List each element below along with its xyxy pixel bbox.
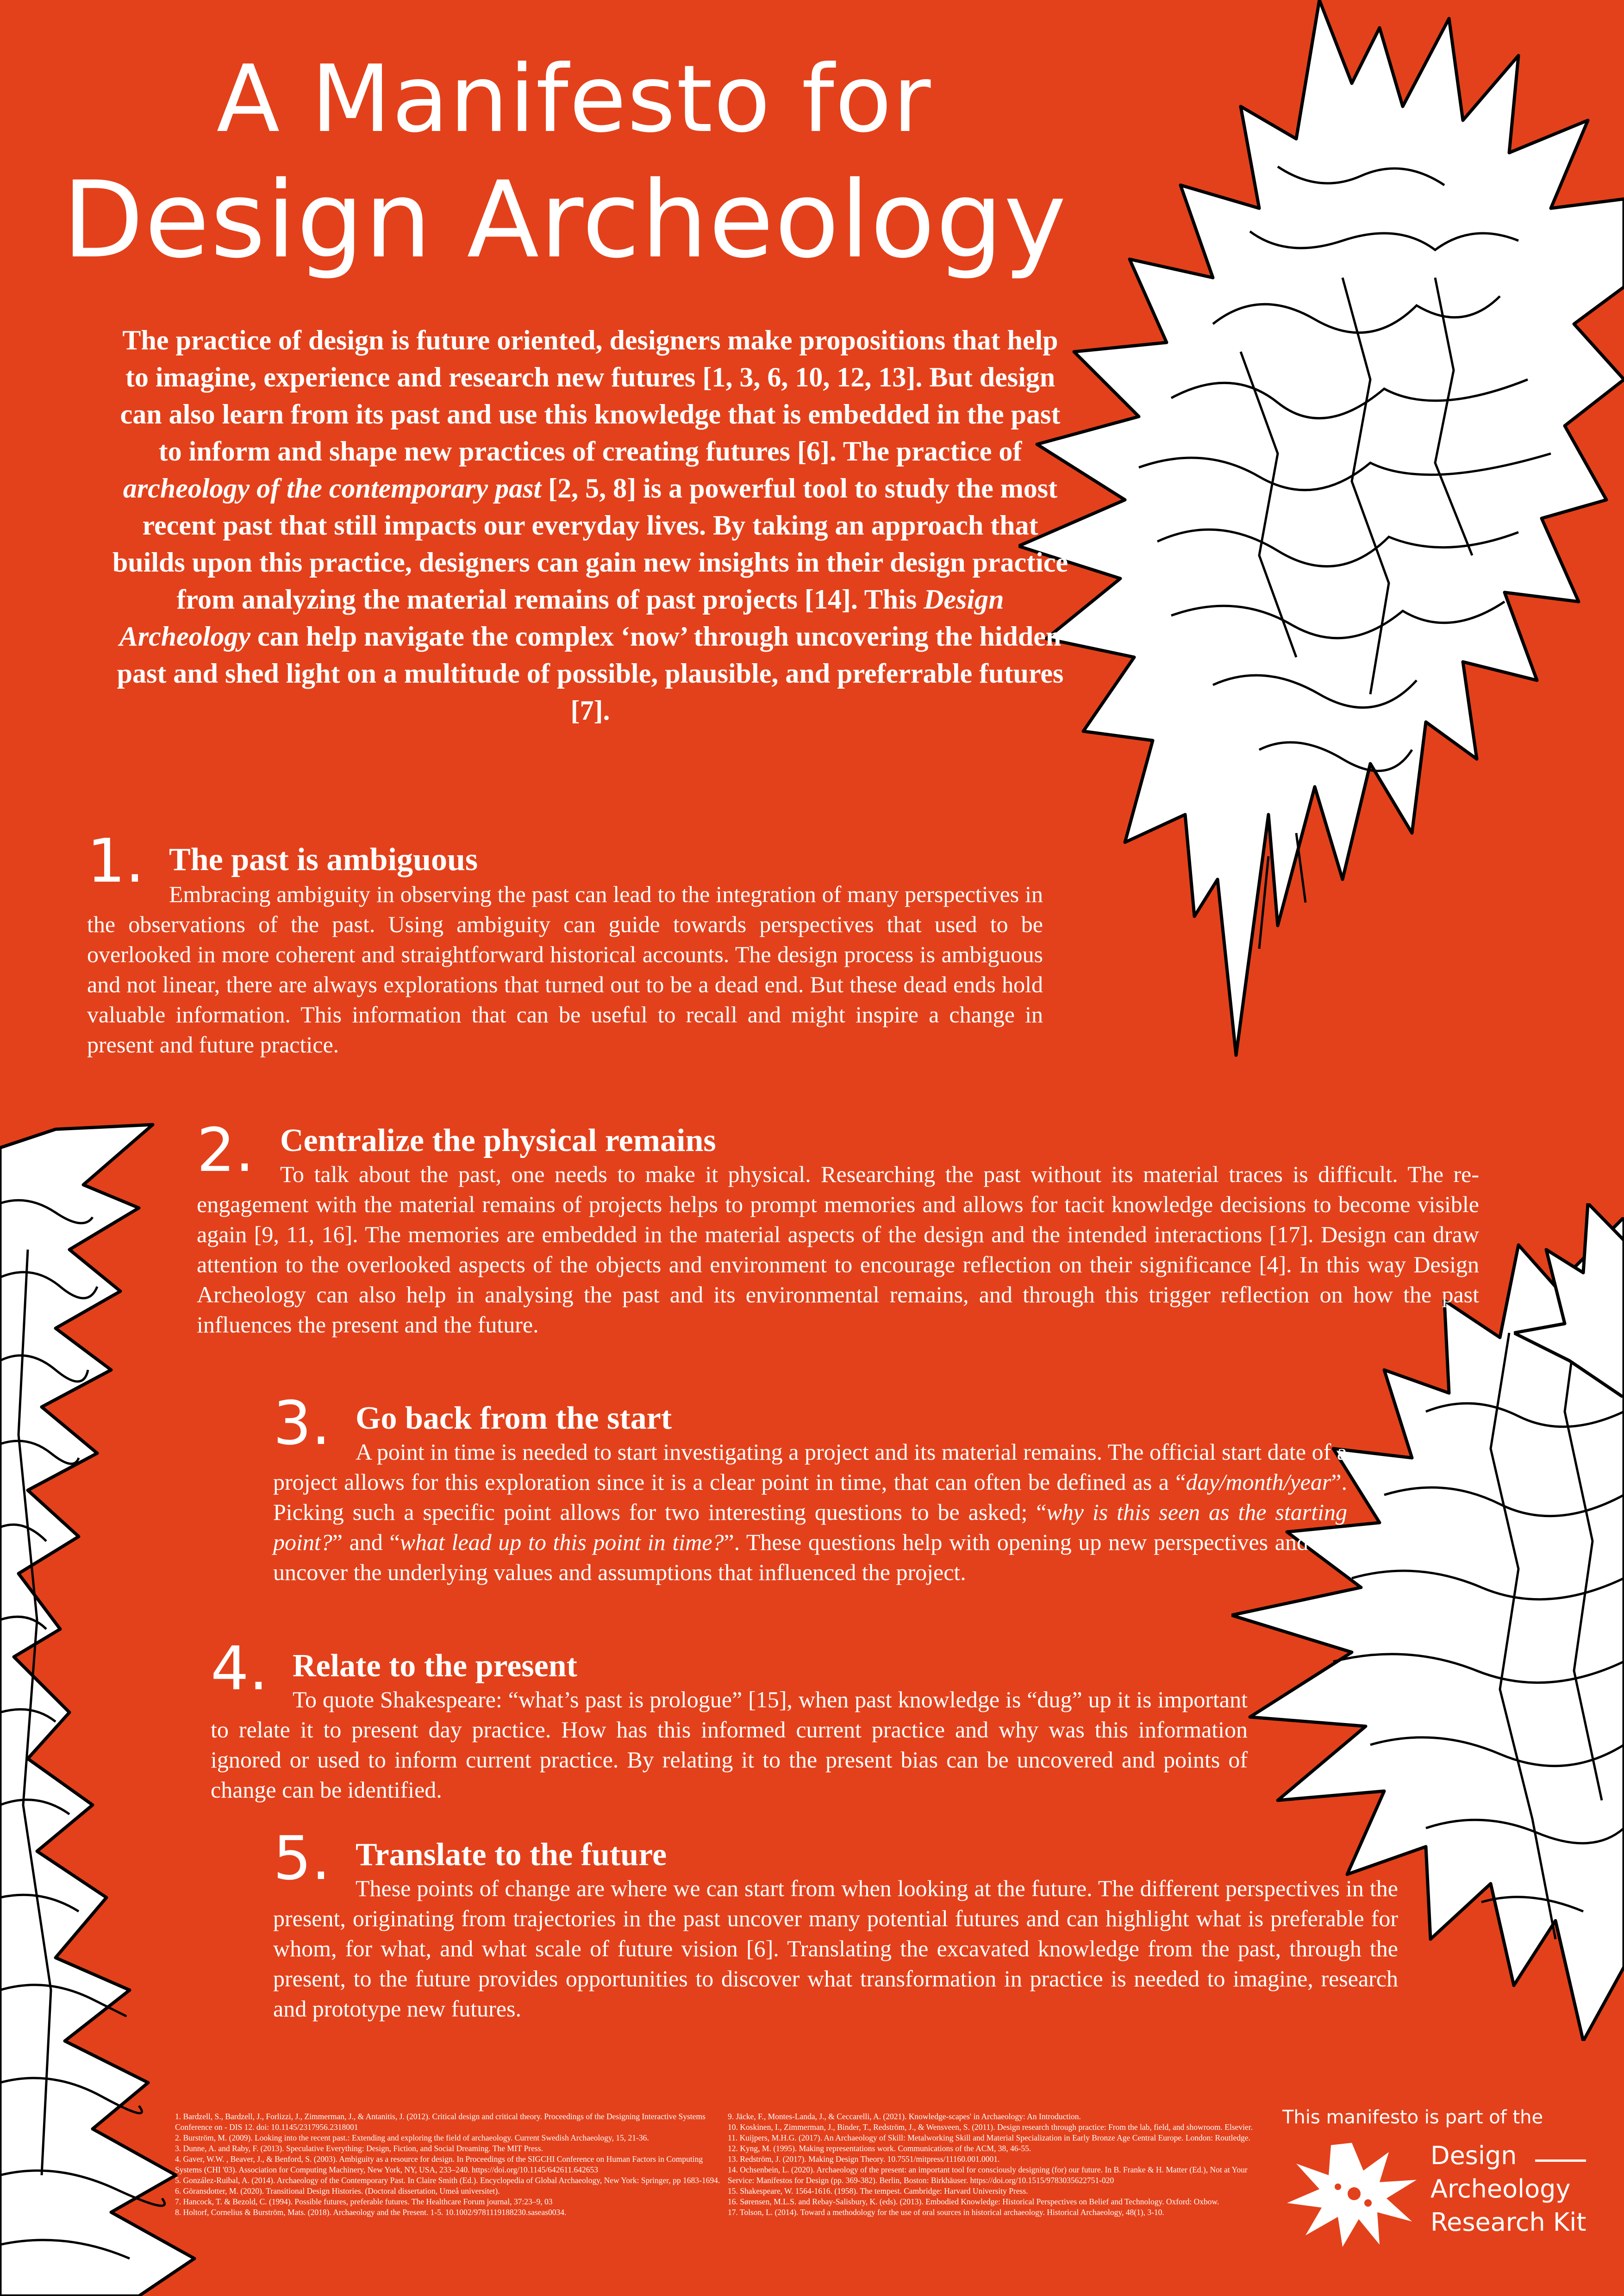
- section-3-number: 3.: [273, 1388, 331, 1458]
- section-4-heading: Relate to the present: [293, 1648, 577, 1684]
- section-4-body: To quote Shakespeare: “what’s past is prologue” [15], when past knowledge is “dug” up it is important to relate it to present day practice. How has this informed current practice and why was this information ignored or used to inform current practice. By relating it to the present bias can be uncovered and points of change can be identified.: [211, 1686, 1248, 1803]
- reference-item: 2. Burström, M. (2009). Looking into the recent past.: Extending and exploring the field of archaeology. Current Swedish Archaeology, 15, 21-36.: [175, 2133, 649, 2142]
- section-5-heading: Translate to the future: [356, 1837, 667, 1873]
- section-5-number: 5.: [273, 1823, 331, 1893]
- brand-underline: [1535, 2159, 1586, 2162]
- section-4-number: 4.: [211, 1633, 269, 1704]
- reference-item: 9. Jäcke, F., Montes-Landa, J., & Ceccarelli, A. (2021). Knowledge-scapes' in Archaeology: An Introduction.: [728, 2112, 1081, 2121]
- reference-item: 4. Gaver, W.W. , Beaver, J., & Benford, S. (2003). Ambiguity as a resource for design. In Proceedings of the SIGCHI Conference on Human Factors in Computing Systems (CHI '03). Association for Computing Machinery, New York, NY, USA, 233–240. https://doi.org/10.1145/642611.642653: [175, 2154, 703, 2174]
- title-line-2: Design Archeology: [62, 158, 1068, 281]
- reference-item: 10. Koskinen, I., Zimmerman, J., Binder, T., Redström, J., & Wensveen, S. (2011). Design research through practice: From the lab, field, and showroom. Elsevier.: [728, 2122, 1253, 2132]
- section-1-heading: The past is ambiguous: [169, 842, 478, 877]
- reference-item: 15. Shakespeare, W. 1564-1616. (1958). The tempest. Cambridge: Harvard University Press.: [728, 2186, 1028, 2196]
- reference-item: 11. Kuijpers, M.H.G. (2017). An Archaeology of Skill: Metalworking Skill and Material Specialization in Early Bronze Age Central Europe. London: Routledge.: [728, 2133, 1250, 2142]
- section-1-number: 1.: [87, 826, 145, 896]
- brand-name: [1430, 2139, 1586, 2239]
- section-3-heading: Go back from the start: [356, 1400, 672, 1436]
- reference-item: 17. Tolson, L. (2014). Toward a methodology for the use of oral sources in historical archaeology. Historical Archaeology, 48(1), 3-10.: [728, 2208, 1164, 2217]
- brand-line-3: Research Kit: [1430, 2208, 1587, 2237]
- title-line-1: A Manifesto for: [216, 45, 932, 153]
- reference-item: 14. Ochsenbein, L. (2020). Archaeology of the present: an important tool for consciously designing (for) our future. In B. Franke & H. Matter (Ed.), Not at Your Service: Manifestos for Design (pp. 369-382). Berlin, Boston: Birkhäuser. https://doi.org/10.1515/9783035622751-020: [728, 2165, 1248, 2185]
- reference-item: 1. Bardzell, S., Bardzell, J., Forlizzi, J., Zimmerman, J., & Antanitis, J. (2012). Critical design and critical theory. Proceedings of the Designing Interactive Systems Conference on - DIS 12. doi: 10.1145/2317956.2318001: [175, 2112, 706, 2132]
- section-1-body: Embracing ambiguity in observing the past can lead to the integration of many perspectives in the observations of the past. Using ambiguity can guide towards perspectives that used to be overlooked in more coherent and straightforward historical accounts. The design process is ambiguous and not linear, there are always explorations that turned out to be a dead end. But these dead ends hold valuable information. This information that can be useful to recall and might inspire a change in present and future practice.: [87, 881, 1043, 1058]
- reference-item: 8. Holtorf, Cornelius & Burström, Mats. (2018). Archaeology and the Present. 1-5. 10.1002/9781119188230.saseas0034.: [175, 2208, 567, 2217]
- references-right: [728, 2111, 1274, 2218]
- reference-item: 3. Dunne, A. and Raby, F. (2013). Speculative Everything: Design, Fiction, and Social Dreaming. The MIT Press.: [175, 2144, 543, 2153]
- brand-line-2: Archeology: [1430, 2174, 1571, 2203]
- reference-item: 12. Kyng, M. (1995). Making representations work. Communications of the ACM, 38, 46-55.: [728, 2144, 1031, 2153]
- reference-item: 5. González-Ruibal, A. (2014). Archaeology of the Contemporary Past. In Claire Smith (Ed.). Encyclopedia of Global Archaeology, New York: Springer, pp 1683-1694.: [175, 2176, 720, 2185]
- intro-emphasis-design-archeology: Design Archeology: [119, 584, 1004, 652]
- crystal-illustration-far-right: [1514, 1203, 1624, 1398]
- reference-item: 13. Redström, J. (2017). Making Design Theory. 10.7551/mitpress/11160.001.0001.: [728, 2154, 1000, 2164]
- references-left: [175, 2111, 721, 2218]
- brand-intro-text: This manifesto is part of the: [1282, 2107, 1543, 2128]
- section-3-body: A point in time is needed to start investigating a project and its material remains. The official start date of a project allows for this exploration since it is a clear point in time, that can often be defined as a “day/month/year”. Picking such a specific point allows for two interesting questions to be asked; “why is this seen as the starting point?” and “what lead up to this point in time?”. These questions help with opening up new perspectives and can uncover the underlying values and assumptions that influenced the project.: [273, 1439, 1348, 1585]
- section-2-number: 2.: [197, 1115, 255, 1185]
- section-2-body: To talk about the past, one needs to make it physical. Researching the past without its material traces is difficult. The re-engagement with the material remains of projects helps to prompt memories and allows for tacit knowledge decisions to become visible again [9, 11, 16]. The memories are embedded in the material aspects of the design and the intended interactions [17]. Design can draw attention to the overlooked aspects of the objects and environment to encourage reflection on their significance [4]. In this way Design Archeology can also help in analysing the past and its environmental remains, and through this trigger reflection on how the past influences the present and the future.: [197, 1161, 1479, 1338]
- research-kit-logo-icon: [1282, 2138, 1421, 2249]
- reference-item: 7. Hancock, T. & Bezold, C. (1994). Possible futures, preferable futures. The Healthcare Forum journal, 37:23–9, 03: [175, 2197, 553, 2206]
- section-2-heading: Centralize the physical remains: [280, 1123, 716, 1158]
- section-5-body: These points of change are where we can start from when looking at the future. The different perspectives in the present, originating from trajectories in the past uncover many potential futures and can highlight what is preferable for whom, for what, and what scale of future vision [6]. Translating the excavated knowledge from the past, through the present, to the future provides opportunities to discover what transformation in practice is needed to imagine, research and prototype new futures.: [273, 1875, 1398, 2022]
- intro-paragraph: The practice of design is future oriented, designers make propositions that help to imagine, experience and research new futures [1, 3, 6, 10, 12, 13]. But design can also learn from its past and use this knowledge that is embedded in the past to inform and shape new practices of creating futures [6]. The practice of archeology of the contemporary past [2, 5, 8] is a powerful tool to study the most recent past that still impacts our everyday lives. By taking an approach that builds upon this practice, designers can gain new insights in their design practice from analyzing the material remains of past projects [14]. This Design Archeology can help navigate the complex ‘now’ through uncovering the hidden past and shed light on a multitude of possible, plausible, and preferrable futures [7].: [112, 325, 1068, 726]
- reference-item: 16. Sørensen, M.L.S. and Rebay-Salisbury, K. (eds). (2013). Embodied Knowledge: Historical Perspectives on Belief and Technology. Oxford: Oxbow.: [728, 2197, 1219, 2206]
- brand-line-1: Design: [1430, 2141, 1517, 2170]
- reference-item: 6. Göransdotter, M. (2020). Transitional Design Histories. (Doctoral dissertation, Umeå universitet).: [175, 2186, 500, 2196]
- intro-emphasis-archeology: archeology of the contemporary past: [123, 473, 542, 504]
